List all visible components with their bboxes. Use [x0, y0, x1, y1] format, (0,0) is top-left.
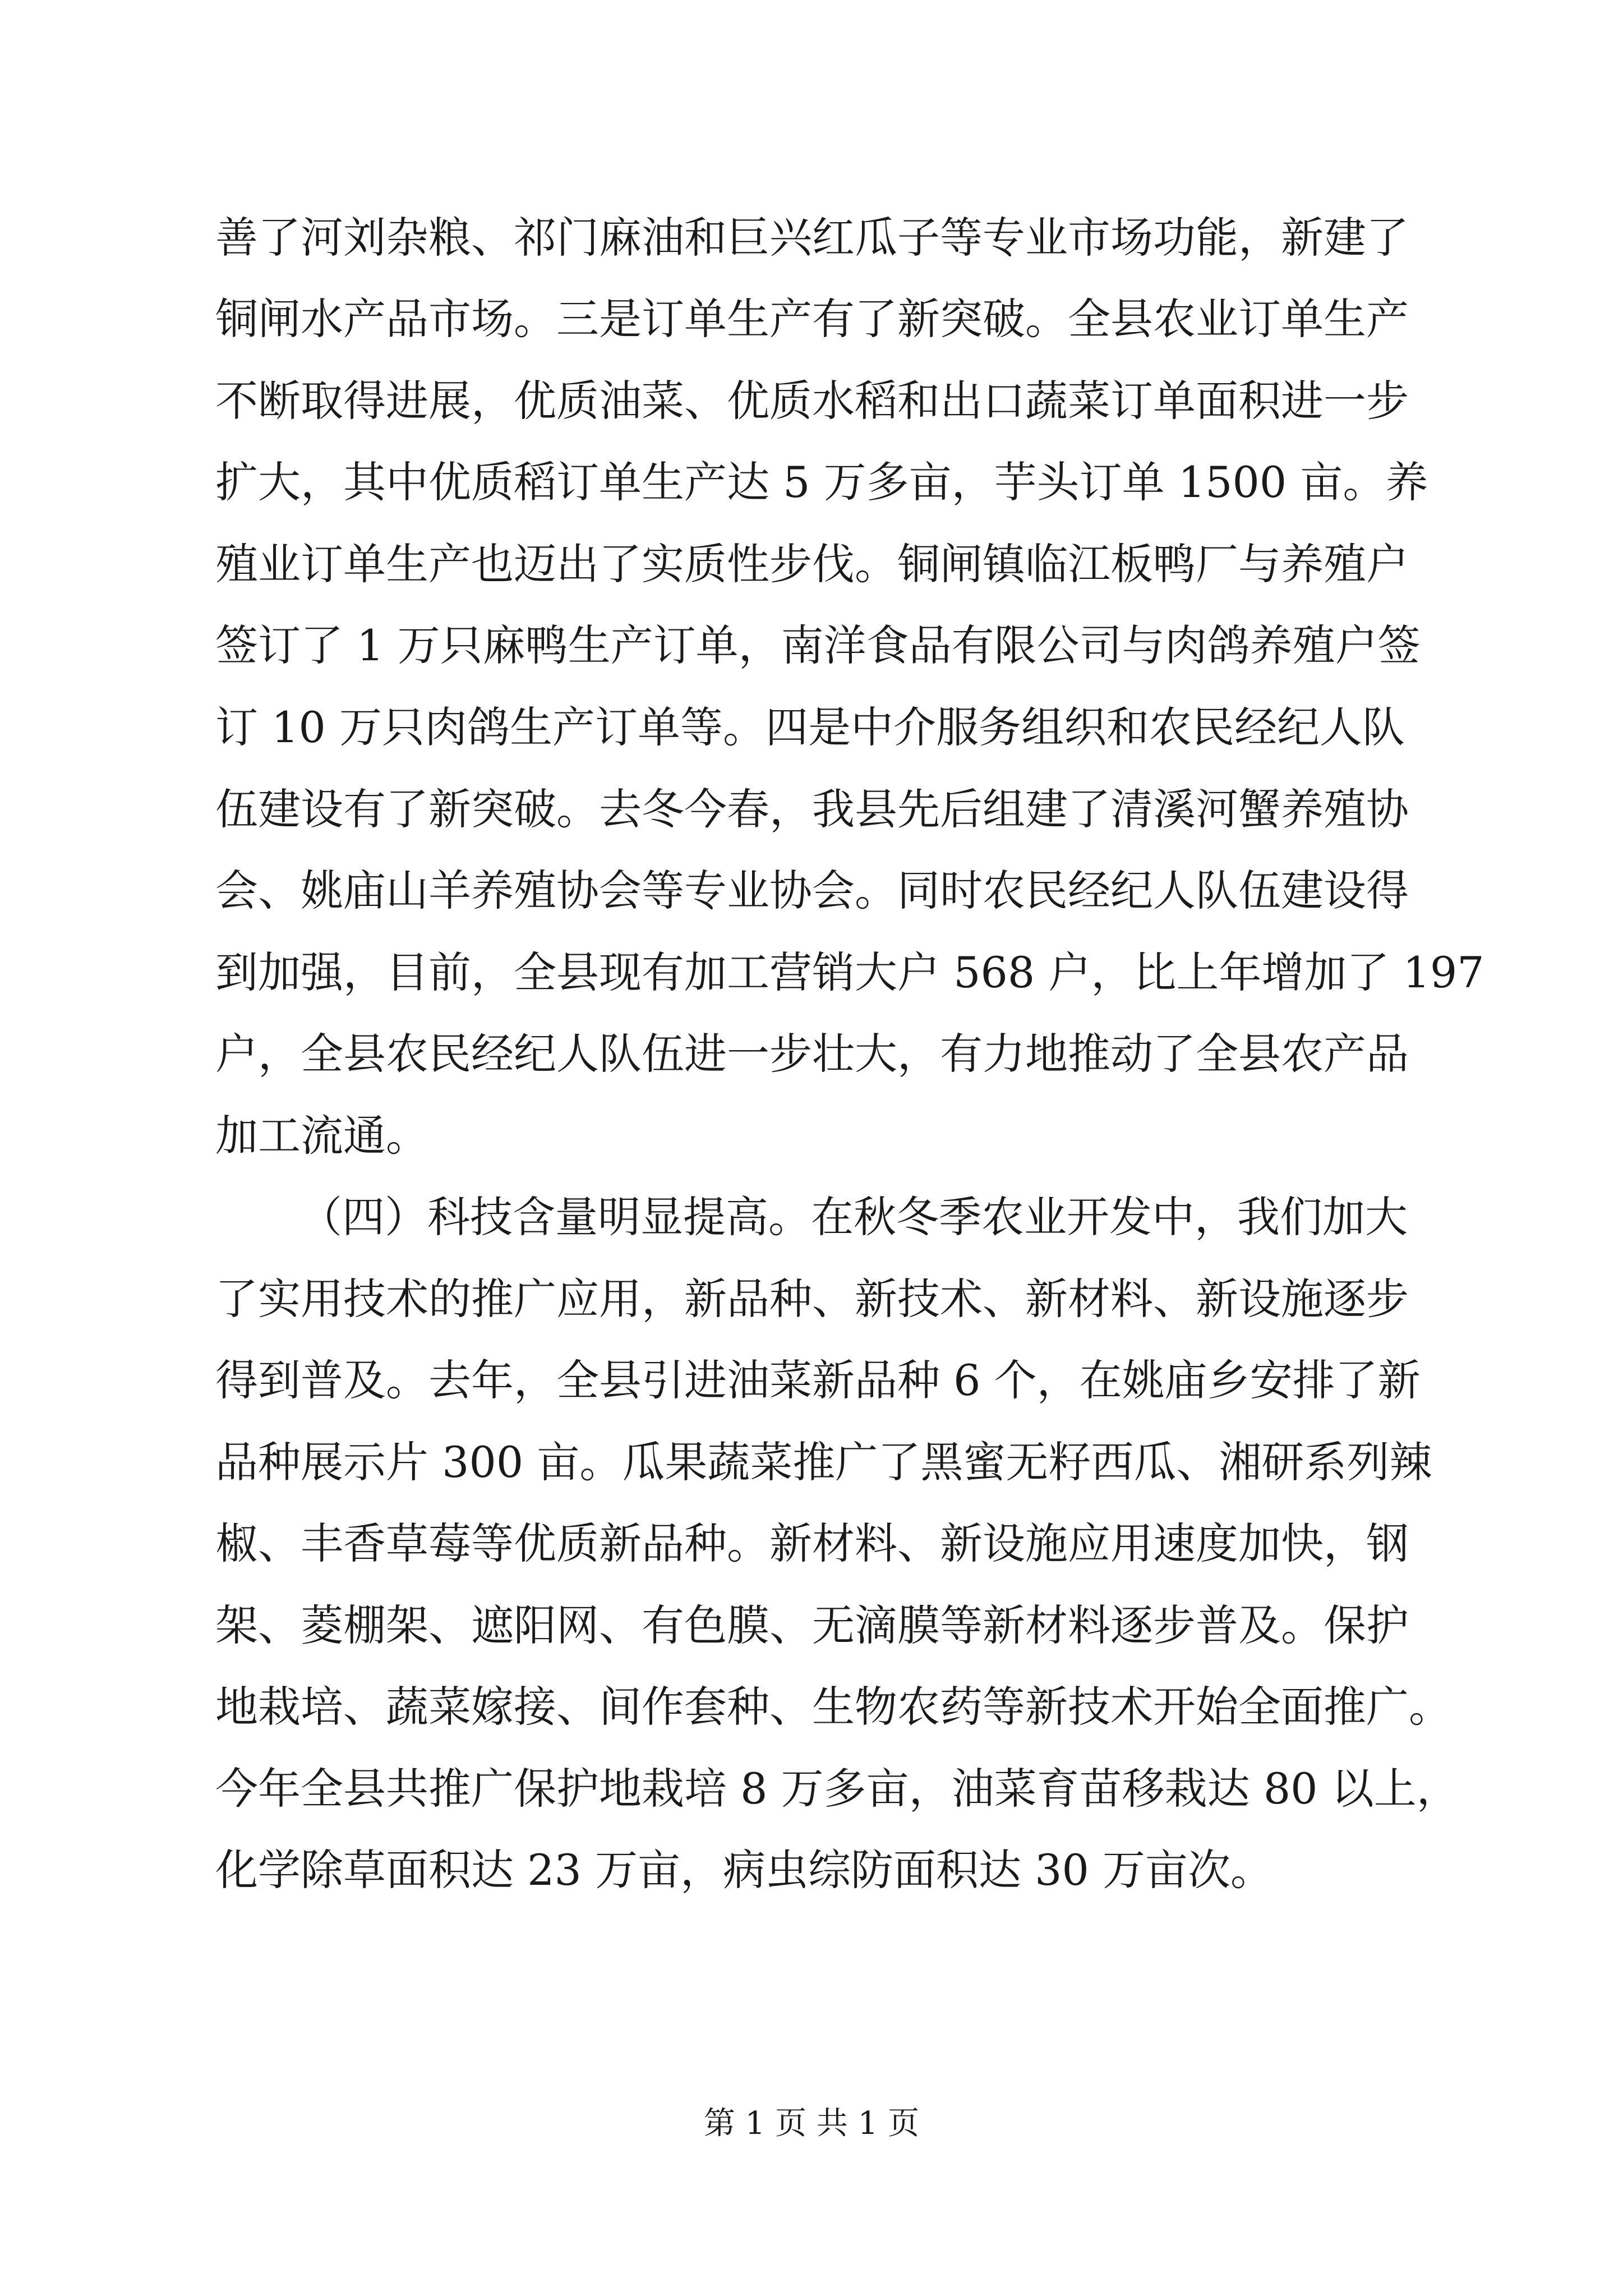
text-line: 今年全县共推广保护地栽培 8 万多亩，油菜育苗移栽达 80 以上，: [215, 1764, 1459, 1814]
text-line: 了实用技术的推广应用，新品种、新技术、新材料、新设施逐步: [215, 1274, 1409, 1324]
text-line: 殖业订单生产也迈出了实质性步伐。铜闸镇临江板鸭厂与养殖户: [215, 539, 1409, 589]
text-line: 扩大，其中优质稻订单生产达 5 万多亩，芋头订单 1500 亩。养: [215, 457, 1428, 507]
text-line: 架、菱棚架、遮阳网、有色膜、无滴膜等新材料逐步普及。保护: [215, 1600, 1409, 1650]
text-line: 得到普及。去年，全县引进油菜新品种 6 个，在姚庙乡安排了新: [215, 1355, 1421, 1405]
text-line: 户，全县农民经纪人队伍进一步壮大，有力地推动了全县农产品: [215, 1029, 1409, 1079]
text-line: 不断取得进展，优质油菜、优质水稻和出口蔬菜订单面积进一步: [215, 376, 1409, 426]
text-line: 品种展示片 300 亩。瓜果蔬菜推广了黑蜜无籽西瓜、湘研系列辣: [215, 1437, 1432, 1487]
text-line: 椒、丰香草莓等优质新品种。新材料、新设施应用速度加快，钢: [215, 1519, 1409, 1568]
text-line: 加工流通。: [215, 1111, 428, 1161]
page-footer: 第 1 页 共 1 页: [703, 2105, 920, 2142]
text-line: 会、姚庙山羊养殖协会等专业协会。同时农民经纪人队伍建设得: [215, 866, 1409, 915]
text-line: 地栽培、蔬菜嫁接、间作套种、生物农药等新技术开始全面推广。: [215, 1682, 1451, 1732]
text-line: 签订了 1 万只麻鸭生产订单，南洋食品有限公司与肉鸽养殖户签: [215, 620, 1421, 670]
text-line: 伍建设有了新突破。去冬今春，我县先后组建了清溪河蟹养殖协: [215, 784, 1409, 834]
text-line: 订 10 万只肉鸽生产订单等。四是中介服务组织和农民经纪人队: [215, 702, 1405, 752]
text-line: 善了河刘杂粮、祁门麻油和巨兴红瓜子等专业市场功能，新建了: [215, 213, 1409, 263]
text-line: 到加强，目前，全县现有加工营销大户 568 户，比上年增加了 197: [215, 947, 1484, 997]
text-line: 铜闸水产品市场。三是订单生产有了新突破。全县农业订单生产: [215, 294, 1409, 344]
paragraph-start-line: （四）科技含量明显提高。在秋冬季农业开发中，我们加大: [299, 1192, 1408, 1242]
text-line: 化学除草面积达 23 万亩，病虫综防面积达 30 万亩次。: [215, 1845, 1274, 1895]
